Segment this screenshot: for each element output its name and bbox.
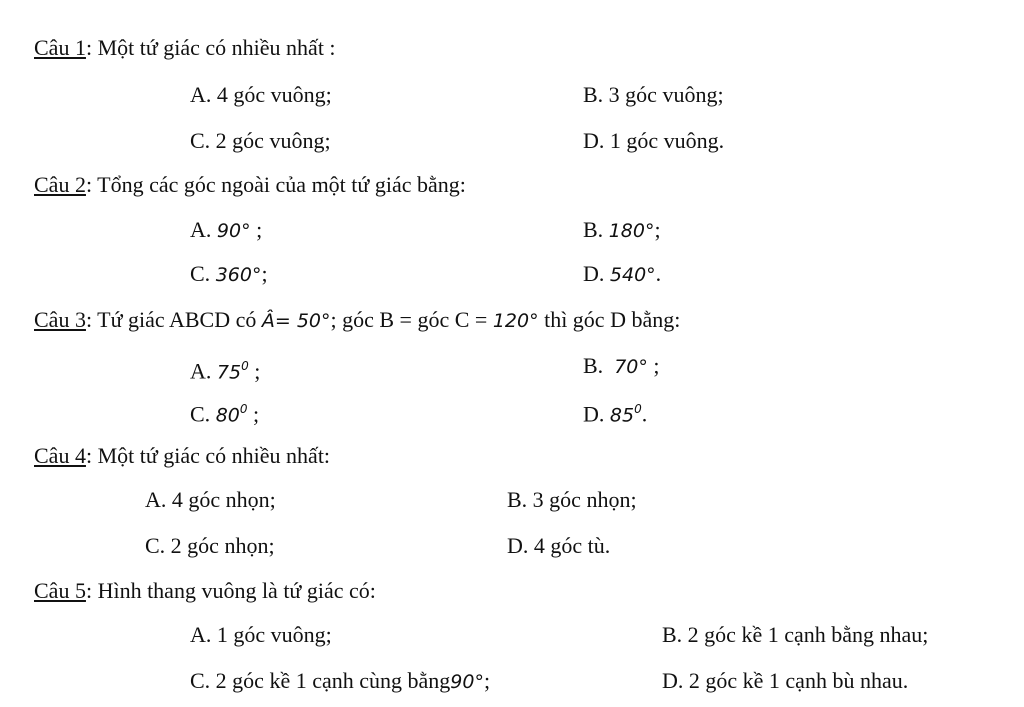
- option-letter: B.: [583, 217, 604, 242]
- option-value: 90°: [216, 220, 251, 242]
- question-label: Câu 4: [34, 443, 86, 468]
- option-a: A. 4 góc nhọn;: [145, 487, 276, 512]
- option-value: 90°: [450, 671, 484, 693]
- option-value: 360°: [215, 264, 262, 286]
- option-b: B. 2 góc kề 1 cạnh bằng nhau;: [662, 622, 929, 647]
- question-text: ; góc B = góc C =: [330, 307, 493, 332]
- option-tail: ;: [261, 261, 268, 286]
- option-b: [583, 353, 660, 380]
- option-a: A. 4 góc vuông;: [190, 82, 332, 107]
- option-b: [583, 217, 661, 244]
- question-label: Câu 5: [34, 578, 86, 603]
- option-letter: B.: [583, 353, 604, 378]
- option-value: 85: [609, 404, 635, 427]
- question-label: Câu 1: [34, 35, 86, 60]
- angle-a-value: Â= 50°: [261, 310, 331, 332]
- option-value: 80: [215, 404, 240, 427]
- question-text: : Hình thang vuông là tứ giác có:: [85, 578, 376, 603]
- option-tail: ;: [483, 668, 491, 693]
- option-tail: ;: [247, 401, 260, 427]
- option-tail: ;: [654, 217, 661, 242]
- option-letter: C.: [190, 261, 211, 286]
- option-d: [583, 261, 661, 288]
- option-c: C. 2 góc vuông;: [190, 128, 331, 153]
- question-label: Câu 3: [34, 307, 86, 332]
- option-tail: ;: [248, 358, 261, 384]
- option-sup: 0: [241, 359, 249, 373]
- option-c: [190, 261, 268, 288]
- option-c: C. 2 góc nhọn;: [145, 533, 275, 558]
- question-5: [34, 578, 376, 604]
- option-tail: .: [655, 261, 662, 286]
- option-d: [583, 396, 647, 428]
- option-a: [190, 353, 260, 385]
- option-prefix: C. 2 góc kề 1 cạnh cùng bằng: [190, 668, 451, 693]
- question-text: thì góc D bằng:: [538, 307, 681, 332]
- question-text: : Tổng các góc ngoài của một tứ giác bằng:: [85, 172, 466, 197]
- option-tail: ;: [647, 353, 660, 378]
- option-value: 540°: [609, 264, 656, 286]
- option-letter: D.: [583, 401, 605, 427]
- option-value: 180°: [608, 220, 655, 242]
- option-tail: .: [641, 401, 648, 427]
- question-4: [34, 443, 330, 469]
- option-a: A. 1 góc vuông;: [190, 622, 332, 647]
- question-text: : Một tứ giác có nhiều nhất :: [85, 35, 336, 60]
- option-letter: D.: [583, 261, 605, 286]
- question-2: [34, 172, 466, 198]
- question-text: : Tứ giác ABCD có: [85, 307, 262, 332]
- option-letter: A.: [190, 217, 212, 242]
- option-b: B. 3 góc vuông;: [583, 82, 724, 107]
- question-1: [34, 35, 336, 61]
- option-c: [190, 396, 259, 428]
- question-text: : Một tứ giác có nhiều nhất:: [85, 443, 331, 468]
- question-label: Câu 2: [34, 172, 86, 197]
- option-letter: C.: [190, 401, 211, 427]
- option-d: D. 1 góc vuông.: [583, 128, 725, 153]
- option-d: D. 4 góc tù.: [507, 533, 611, 558]
- option-value: 75: [216, 361, 242, 384]
- option-sup: 0: [239, 402, 248, 416]
- question-3: [34, 307, 680, 334]
- angle-bc-value: 120°: [492, 310, 539, 332]
- option-a: [190, 217, 262, 244]
- option-d: D. 2 góc kề 1 cạnh bù nhau.: [662, 668, 909, 693]
- option-value: 70°: [614, 356, 648, 378]
- option-sup: 0: [634, 402, 642, 416]
- option-b: B. 3 góc nhọn;: [507, 487, 637, 512]
- option-tail: ;: [250, 217, 263, 242]
- option-letter: A.: [190, 358, 212, 384]
- option-c: [190, 668, 490, 695]
